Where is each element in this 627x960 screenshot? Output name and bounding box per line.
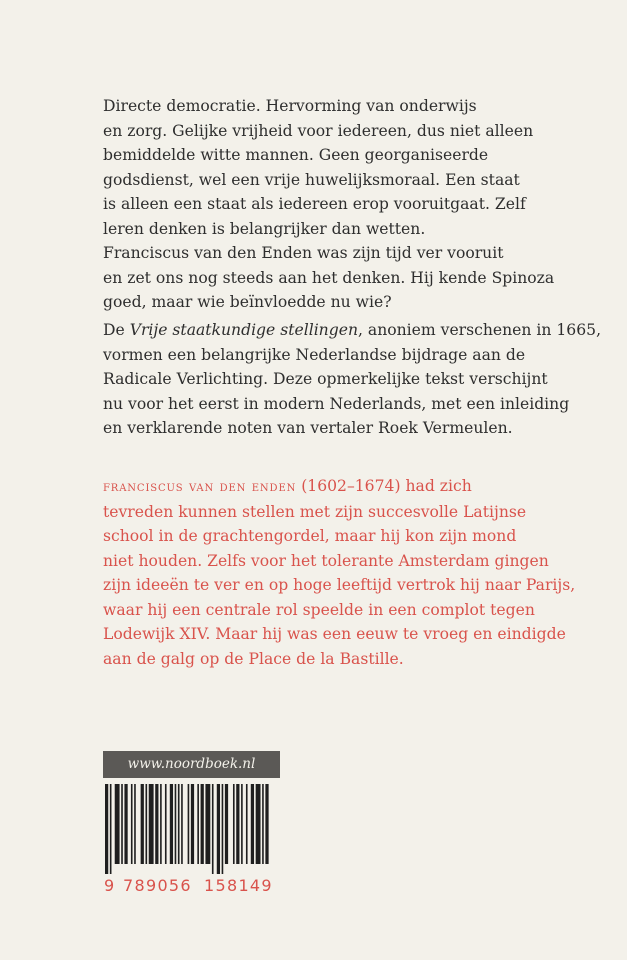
text-line: en zorg. Gelijke vrijheid voor iedereen, dus niet alleen	[103, 121, 534, 140]
isbn-barcode	[103, 784, 273, 876]
barcode-bar	[222, 784, 224, 874]
text-fragment: De	[103, 321, 130, 339]
barcode-bar	[149, 784, 154, 864]
text-line	[103, 474, 563, 500]
barcode-bar	[225, 784, 228, 864]
text-line: en verklarende noten van vertaler Roek Vermeulen.	[103, 419, 513, 437]
barcode-bar	[121, 784, 123, 864]
text-line: niet houden. Zelfs voor het tolerante Amsterdam gingen	[103, 551, 549, 570]
text-line: is alleen een staat als iedereen erop vooruitgaat. Zelf	[103, 195, 526, 213]
isbn-digit-first: 9	[104, 876, 115, 895]
barcode-bar	[181, 784, 183, 864]
text-line: Franciscus van den Enden was zijn tijd ver vooruit	[103, 244, 504, 262]
text-line: nu voor het eerst in modern Nederlands, met een inleiding	[103, 394, 570, 413]
barcode-bar	[131, 784, 133, 864]
isbn-group-left: 789056	[123, 876, 192, 895]
text-line: bemiddelde witte mannen. Geen georganiseerde	[103, 146, 489, 164]
intro-paragraph	[103, 94, 563, 315]
text-line: Radicale Verlichting. Deze opmerkelijke tekst verschijnt	[103, 370, 548, 388]
barcode-bar	[141, 784, 144, 864]
text-line: zijn ideeën te ver en op hoge leeftijd vertrok hij naar Parijs,	[103, 576, 576, 594]
barcode-bar	[205, 784, 210, 864]
author-bio-paragraph	[103, 474, 576, 671]
author-name: franciscus van den enden	[103, 479, 297, 495]
book-description-paragraph	[103, 318, 602, 441]
barcode-bar	[191, 784, 194, 864]
text-line: school in de grachtengordel, maar hij kon zijn mond	[103, 527, 517, 545]
barcode-bar	[110, 784, 112, 874]
barcode-bar	[178, 784, 180, 864]
barcode-bar	[233, 784, 235, 864]
barcode-bar	[134, 784, 136, 864]
text-line: en zet ons nog steeds aan het denken. Hij kende Spinoza	[103, 268, 555, 287]
text-line: Directe democratie. Hervorming van onderwijs	[103, 97, 477, 115]
barcode-bar	[212, 784, 214, 874]
barcode-bar	[175, 784, 177, 864]
barcode-bar	[262, 784, 264, 864]
publisher-website: www.noordboek.nl	[103, 751, 280, 778]
book-title: Vrije staatkundige stellingen	[129, 321, 358, 339]
barcode-bar	[265, 784, 268, 864]
barcode-bar	[241, 784, 243, 864]
barcode-bar	[217, 784, 220, 874]
barcode-bar	[236, 784, 239, 864]
barcode-bar	[160, 784, 162, 864]
text-line: godsdienst, wel een vrije huwelijksmoraal. Een staat	[103, 170, 520, 189]
text-fragment: (1602–1674) had zich	[296, 477, 472, 495]
text-line: vormen een belangrijke Nederlandse bijdrage aan de	[103, 345, 526, 364]
barcode-bar	[105, 784, 108, 874]
barcode-bar	[251, 784, 254, 864]
text-line	[103, 318, 602, 343]
barcode-bar	[124, 784, 127, 864]
text-line: tevreden kunnen stellen met zijn succesvolle Latijnse	[103, 502, 527, 521]
barcode-bar	[146, 784, 148, 864]
barcode-bar	[155, 784, 158, 864]
text-line: waar hij een centrale rol speelde in een complot tegen	[103, 600, 535, 619]
text-line: Lodewijk XIV. Maar hij was een eeuw te vroeg en eindigde	[103, 625, 566, 643]
isbn-group-right: 158149	[204, 876, 273, 895]
text-fragment: , anoniem verschenen in 1665,	[357, 321, 602, 339]
barcode-bar	[246, 784, 248, 864]
barcode-bar	[165, 784, 167, 864]
text-line: goed, maar wie beïnvloedde nu wie?	[103, 293, 392, 311]
barcode-bar	[188, 784, 190, 864]
text-line: leren denken is belangrijker dan wetten.	[103, 219, 426, 238]
barcode-bar	[197, 784, 199, 864]
barcode-bar	[170, 784, 173, 864]
barcode-bar	[115, 784, 120, 864]
barcode-bar	[201, 784, 204, 864]
barcode-bar	[256, 784, 261, 864]
text-line: aan de galg op de Place de la Bastille.	[103, 649, 404, 668]
